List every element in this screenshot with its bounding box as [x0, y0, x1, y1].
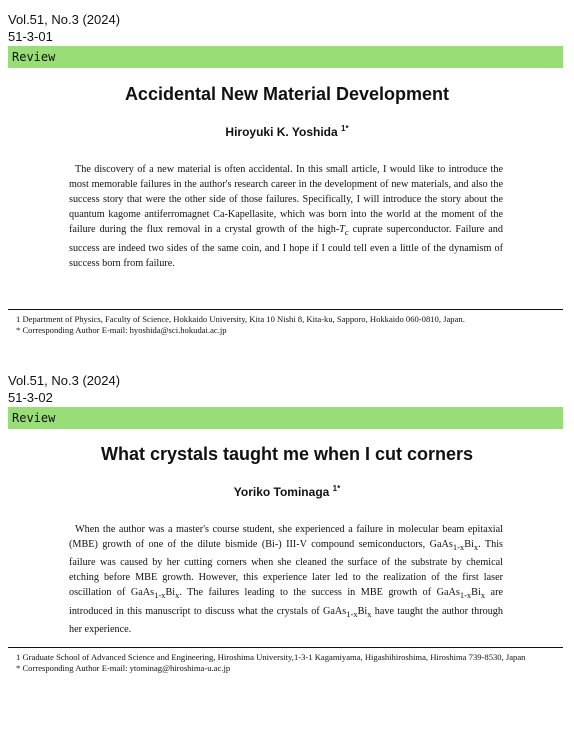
- category-label: Review: [12, 411, 56, 425]
- footnote-divider: [8, 647, 563, 648]
- volume-info: Vol.51, No.3 (2024): [8, 12, 121, 27]
- category-band: [8, 407, 563, 429]
- author-mark: 1*: [332, 484, 341, 493]
- footnote: [16, 314, 556, 335]
- author-line: [0, 124, 574, 139]
- volume-info: Vol.51, No.3 (2024): [8, 373, 121, 388]
- category-band: [8, 46, 563, 68]
- article-code: 51-3-01: [8, 29, 53, 44]
- author-mark: 1*: [341, 124, 349, 133]
- article-code: 51-3-02: [8, 390, 53, 405]
- affiliation: 1 Graduate School of Advanced Science and Engineering, Hiroshima University,1-3-1 Kagamiyama, Higashihiroshima, Hiroshima 739-8530, Japan: [16, 652, 526, 662]
- affiliation: 1 Department of Physics, Faculty of Science, Hokkaido University, Kita 10 Nishi 8, Kita-ku, Sapporo, Hokkaido 060-0810, Japan.: [16, 314, 465, 324]
- corresponding-author: * Corresponding Author E-mail: ytominag@hiroshima-u.ac.jp: [16, 662, 231, 673]
- footnote-divider: [8, 309, 563, 310]
- abstract: The discovery of a new material is often accidental. In this small article, I would like to introduce the most memorable failures in the author's research career in the development of new materials, and also the success story that were the other side of those failures. Specifically, I will introduce the story about the quantum kagome antiferromagnet Ca-Kapellasite, which was born into the world at the moment of the failure during the flux removal in a crystal growth of the high-$T_c$ cuprate superconductor. Failure and success are indeed two sides of the same coin, and I hope if I could tell even a little of the dynamism of success born from failure.: [69, 164, 503, 269]
- category-label: Review: [12, 50, 56, 64]
- author-name: Hiroyuki K. Yoshida: [225, 125, 338, 139]
- author-name: Yoriko Tominaga: [233, 485, 330, 499]
- article-title: Accidental New Material Development: [124, 84, 450, 104]
- footnote: [16, 652, 556, 673]
- corresponding-author: * Corresponding Author E-mail: hyoshida@sci.hokudai.ac.jp: [16, 324, 227, 335]
- abstract: When the author was a master's course student, she experienced a failure in molecular beam epitaxial (MBE) growth of one of the dilute bismide (Bi-) III-V compound semiconductors, $GaAs_{1-x}Bi_x$. This failure was caused by her cutting corners when she cleaned the surface of the substrate by chemical etching before MBE growth. However, this experience later led to the realization of the first laser oscillation of $GaAs_{1-x}Bi_x$. The failures leading to the success in MBE growth of $GaAs_{1-x}Bi_x$ are introduced in this manuscript to discuss what the crystals of $GaAs_{1-x}Bi_x$ have taught the author through her experience.: [69, 524, 503, 635]
- article-title: What crystals taught me when I cut corners: [100, 444, 474, 464]
- author-line: [0, 484, 574, 499]
